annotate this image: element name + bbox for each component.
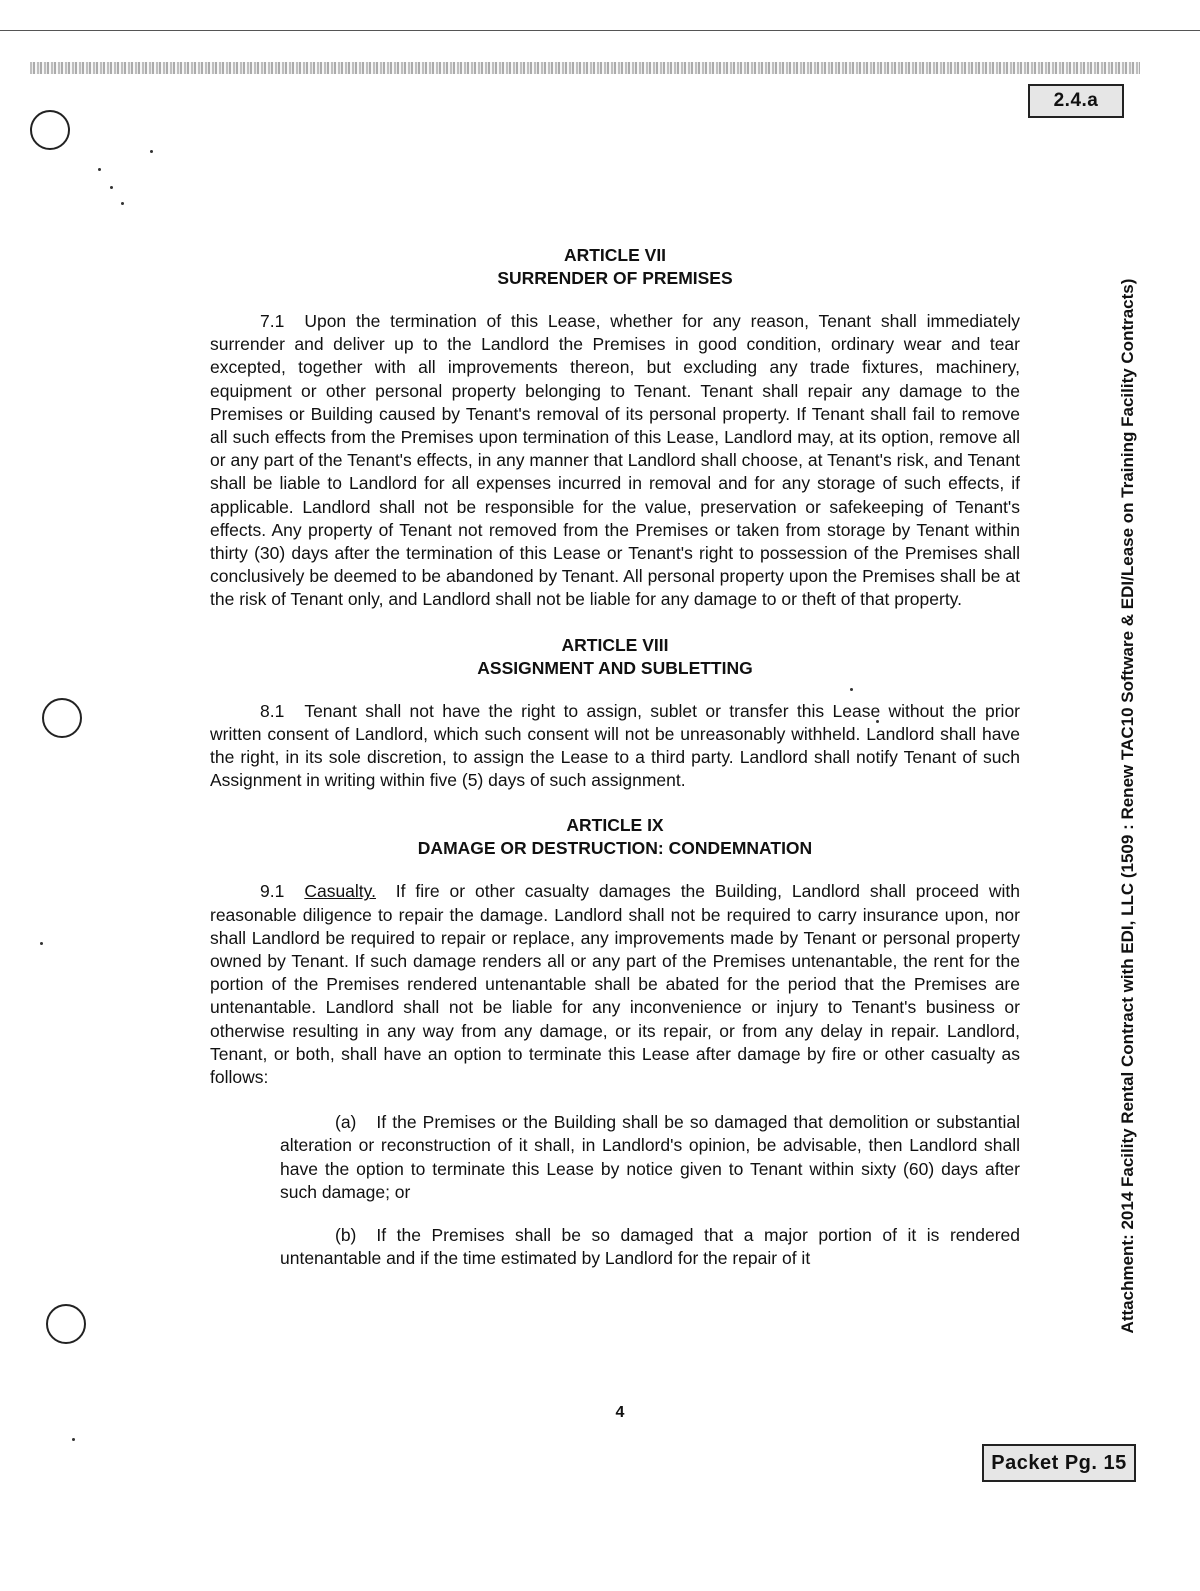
- section-number: 9.1: [260, 881, 285, 902]
- subsection-text: If the Premises or the Building shall be so damaged that demolition or substantial alteration or reconstruction of it shall, in Landlord's opinion, be advisable, then Landlord shall have the option to terminate this Lease by notice given to Tenant within sixty (60) days after such damage; or: [280, 1112, 1020, 1202]
- punch-hole-icon: [46, 1304, 86, 1344]
- section-paragraph: [210, 700, 1020, 793]
- attachment-stamp: [1028, 84, 1124, 118]
- scan-speck: [150, 150, 153, 153]
- scan-speck: [72, 1438, 75, 1441]
- section-number: 8.1: [260, 700, 285, 721]
- subsection-paragraph: [280, 1224, 1020, 1270]
- document-body: [210, 244, 1020, 1291]
- article-heading: [210, 814, 1020, 860]
- article-subtitle: ASSIGNMENT AND SUBLETTING: [477, 657, 753, 678]
- article-subtitle: DAMAGE OR DESTRUCTION: CONDEMNATION: [417, 838, 813, 859]
- scan-speck: [40, 942, 43, 945]
- section-number: 7.1: [260, 311, 285, 331]
- punch-hole-icon: [42, 698, 82, 738]
- punch-hole-icon: [30, 110, 70, 150]
- subsection-text: If the Premises shall be so damaged that a major portion of it is rendered untenantable and if the time estimated by Landlord for the repair of it: [280, 1225, 1020, 1269]
- packet-page-stamp: [982, 1444, 1136, 1482]
- subsection-label: (b): [335, 1225, 357, 1246]
- article-heading: [210, 634, 1020, 680]
- packet-page-label: Packet Pg. 15: [991, 1451, 1127, 1474]
- section-paragraph: [210, 310, 1020, 612]
- attachment-stamp-label: 2.4.a: [1053, 90, 1099, 111]
- article-title: ARTICLE VII: [563, 245, 667, 265]
- attachment-side-note: Attachment: 2014 Facility Rental Contract with EDI, LLC (1509 : Renew TAC10 Software & EDI/Lease on Training Facility Contracts): [1118, 278, 1137, 1334]
- article-subtitle: SURRENDER OF PREMISES: [497, 268, 733, 288]
- section-paragraph: [210, 880, 1020, 1089]
- article-title: ARTICLE IX: [566, 815, 664, 836]
- top-rule: [0, 30, 1200, 31]
- section-caption: Casualty.: [304, 881, 376, 902]
- scan-speck: [110, 186, 113, 189]
- scan-speck: [121, 202, 124, 205]
- article-title: ARTICLE VIII: [561, 634, 669, 655]
- section-text: If fire or other casualty damages the Building, Landlord shall proceed with reasonable diligence to repair the damage. Landlord shall not be required to carry insurance upon, nor shall Landlord be required to repair or replace, any improvements made by Tenant or personal property owned by Tenant. If such damage renders all or any part of the Premises untenantable, the rent for the portion of the Premises rendered untenantable shall be abated for the period that the Premises are untenantable. Landlord shall not be liable for any inconvenience or injury to Tenant's business or otherwise resulting in any way from any damage, or its repair, or from any delay in repair. Landlord, Tenant, or both, shall have an option to terminate this Lease after damage by fire or other casualty as follows:: [210, 881, 1020, 1088]
- section-text: Upon the termination of this Lease, whether for any reason, Tenant shall immediately surrender and deliver up to the Landlord the Premises in good condition, ordinary wear and tear excepted, together with all improvements thereon, but excluding any trade fixtures, machinery, equipment or other personal property belonging to Tenant. Tenant shall repair any damage to the Premises or Building caused by Tenant's removal of its personal property. If Tenant shall fail to remove all such effects from the Premises upon termination of this Lease, Landlord may, at its option, remove all or any part of the Tenant's effects, in any manner that Landlord shall choose, at Tenant's risk, and Tenant shall be liable to Landlord for all expenses incurred in removal and for any storage of such effects, if applicable. Landlord shall not be responsible for the value, preservation or safekeeping of Tenant's effects. Any property of Tenant not removed from the Premises or taken from storage by Tenant within thirty (30) days after the termination of this Lease or Tenant's right to possession of the Premises shall conclusively be deemed to be abandoned by Tenant. All personal property upon the Premises shall be at the risk of Tenant only, and Landlord shall not be liable for any damage to or theft of that property.: [210, 311, 1020, 610]
- subsection-label: (a): [335, 1112, 357, 1133]
- article-heading: [210, 244, 1020, 290]
- scan-artifact-band: [30, 62, 1140, 74]
- section-text: Tenant shall not have the right to assign, sublet or transfer this Lease without the prior written consent of Landlord, which such consent will not be unreasonably withheld. Landlord shall have the right, in its sole discretion, to assign the Lease to a third party. Landlord shall notify Tenant of such Assignment in writing within five (5) days of such assignment.: [210, 700, 1020, 791]
- page-number: 4: [615, 1404, 625, 1421]
- scan-speck: [98, 168, 101, 171]
- subsection-paragraph: [280, 1111, 1020, 1204]
